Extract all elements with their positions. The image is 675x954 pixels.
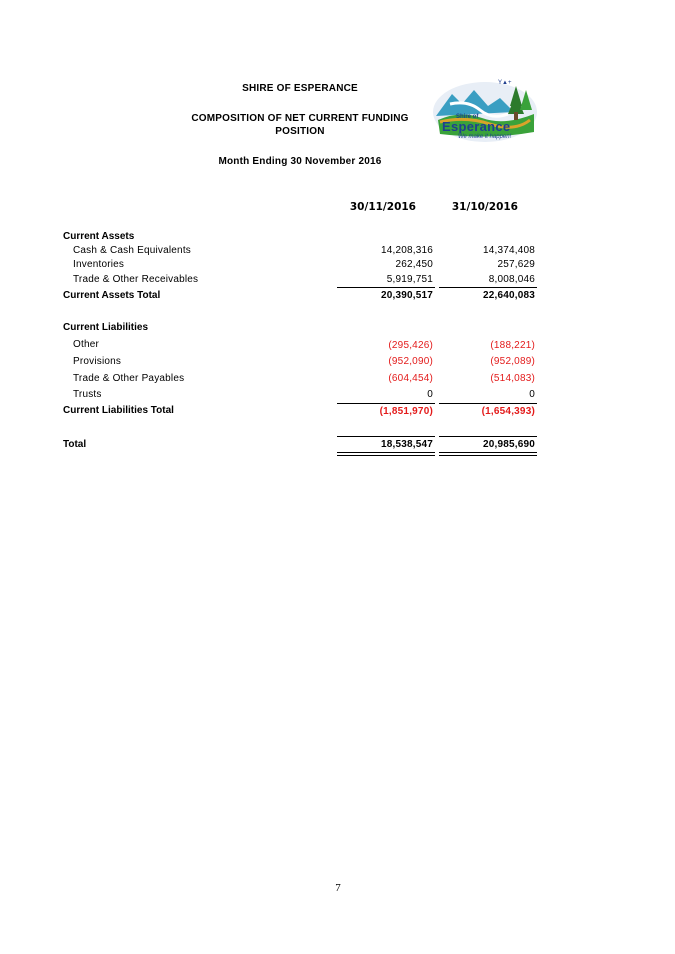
grand-total-double-rule — [337, 452, 435, 456]
grand-total-current: 18,538,547 — [380, 439, 433, 450]
section-heading-current-liabilities: Current Liabilities — [63, 322, 149, 333]
row-label: Inventories — [73, 259, 125, 270]
total-rule — [439, 436, 537, 437]
shire-logo — [430, 76, 540, 152]
row-value-current: (604,454) — [388, 373, 433, 384]
logo-tagline: We make it happen! — [458, 134, 512, 140]
row-value-current: 262,450 — [395, 259, 433, 270]
row-label: Trade & Other Receivables — [73, 274, 199, 285]
subtotal-rule — [439, 287, 537, 288]
row-value-current: 0 — [427, 389, 433, 400]
logo-small-text: Shire of — [456, 114, 479, 120]
grand-total-previous: 20,985,690 — [482, 439, 535, 450]
total-label-current-assets: Current Assets Total — [63, 290, 161, 301]
logo-graphic — [430, 76, 540, 152]
row-label: Other — [73, 339, 100, 350]
row-value-current: 14,208,316 — [380, 245, 433, 256]
report-period: Month Ending 30 November 2016 — [218, 156, 382, 167]
section-heading-current-assets: Current Assets — [63, 231, 135, 242]
column-header-previous: 31/10/2016 — [451, 201, 518, 213]
row-value-current: (295,426) — [388, 340, 433, 351]
row-value-previous: 8,008,046 — [488, 274, 535, 285]
row-label: Trade & Other Payables — [73, 373, 185, 384]
row-value-previous: (952,089) — [490, 356, 535, 367]
row-value-previous: (188,221) — [490, 340, 535, 351]
row-value-current: (952,090) — [388, 356, 433, 367]
row-value-previous: 257,629 — [497, 259, 535, 270]
logo-mark-text: Y▲+ — [498, 80, 512, 86]
subtotal-rule — [439, 403, 537, 404]
row-value-previous: (514,083) — [490, 373, 535, 384]
report-title-line2: POSITION — [275, 126, 325, 137]
row-label: Cash & Cash Equivalents — [73, 245, 191, 256]
row-value-current: 5,919,751 — [386, 274, 433, 285]
row-label: Trusts — [73, 389, 102, 400]
subtotal-rule — [337, 287, 435, 288]
row-label: Provisions — [73, 356, 122, 367]
report-title-line1: COMPOSITION OF NET CURRENT FUNDING — [191, 113, 409, 124]
total-value-current: (1,851,970) — [379, 406, 433, 417]
total-value-previous: (1,654,393) — [481, 406, 535, 417]
row-value-previous: 14,374,408 — [482, 245, 535, 256]
logo-main-text: Esperance — [442, 119, 511, 134]
grand-total-label: Total — [63, 439, 87, 450]
total-label-current-liabilities: Current Liabilities Total — [63, 405, 174, 416]
total-rule — [337, 436, 435, 437]
total-value-previous: 22,640,083 — [482, 290, 535, 301]
page-number: 7 — [335, 882, 341, 894]
total-value-current: 20,390,517 — [380, 290, 433, 301]
org-name: SHIRE OF ESPERANCE — [242, 83, 358, 94]
subtotal-rule — [337, 403, 435, 404]
row-value-previous: 0 — [529, 389, 535, 400]
grand-total-double-rule — [439, 452, 537, 456]
column-header-current: 30/11/2016 — [349, 201, 416, 213]
